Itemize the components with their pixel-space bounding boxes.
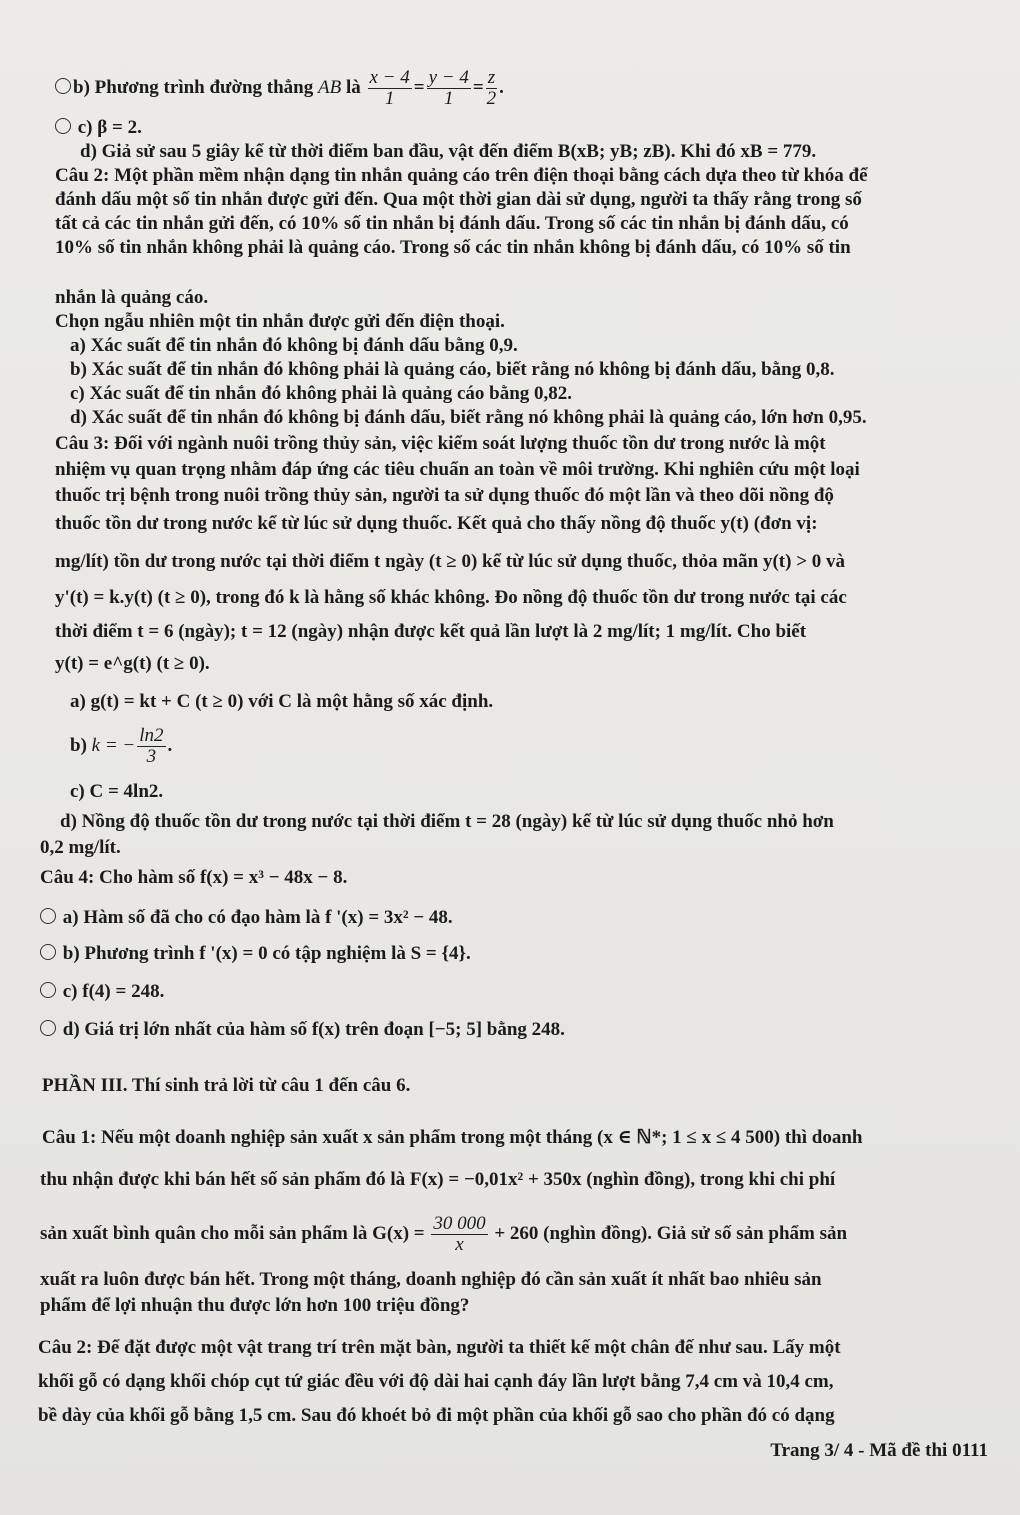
circle-mark-icon	[55, 78, 71, 94]
q4-option-b	[40, 942, 471, 966]
page-footer: Trang 3/ 4 - Mã đề thi 0111	[770, 1440, 988, 1461]
q4-option-d	[40, 1018, 565, 1042]
text: b)	[70, 734, 92, 756]
text: Một phần mềm nhận dạng tin nhắn quảng cáo trên điện thoại bằng cách dựa theo từ khóa để	[109, 165, 868, 186]
math: k = −	[91, 734, 136, 756]
section-heading: PHẦN III. Thí sinh trả lời từ câu 1 đến câu 6.	[42, 1075, 411, 1096]
p3q2-line-2: khối gỗ có dạng khối chóp cụt tứ giác đều với độ dài hai cạnh đáy lần lượt bằng 7,4 cm và 10,4 cm,	[38, 1371, 834, 1392]
q3-line-5: mg/lít) tồn dư trong nước tại thời điểm t ngày (t ≥ 0) kể từ lúc sử dụng thuốc, thỏa mãn y(t) > 0 và	[55, 551, 846, 572]
text: c) f(4) = 248.	[62, 981, 165, 1002]
q4-option-a	[40, 906, 453, 930]
q2-option-c: c) Xác suất để tin nhắn đó không phải là quảng cáo bằng 0,82.	[70, 383, 573, 404]
fraction	[486, 68, 497, 109]
q3-option-d: d) Nồng độ thuốc tồn dư trong nước tại thời điểm t = 28 (ngày) kể từ lúc sử dụng thuốc nhỏ hơn	[60, 811, 834, 832]
text: b) Phương trình f '(x) = 0 có tập nghiệm là S = {4}.	[62, 943, 471, 964]
q3-line-3: thuốc trị bệnh trong nuôi trồng thủy sản, người ta sử dụng thuốc đó một lần và theo dõi nồng độ	[55, 485, 834, 506]
question-title: Câu 2:	[38, 1337, 93, 1358]
circle-mark-icon	[40, 982, 56, 998]
numerator: x − 4	[369, 67, 410, 88]
q3-option-d-cont: 0,2 mg/lít.	[40, 837, 121, 858]
q2-line-1	[55, 164, 868, 188]
q3-option-c: c) C = 4ln2.	[70, 781, 164, 802]
q2-line-4: 10% số tin nhắn không phải là quảng cáo. Trong số các tin nhắn không bị đánh dấu, có 10% số tin	[55, 237, 851, 258]
text: là	[341, 76, 366, 98]
q4-line-1	[40, 866, 347, 890]
fraction	[368, 68, 412, 109]
text: Cho hàm số f(x) = x³ − 48x − 8.	[94, 867, 348, 888]
item-1c	[55, 116, 142, 140]
q4-option-c	[40, 980, 164, 1004]
p3q2-line-3: bề dày của khối gỗ bằng 1,5 cm. Sau đó khoét bỏ đi một phần của khối gỗ sao cho phần đó có dạng	[38, 1405, 835, 1426]
text: sản xuất bình quân cho mỗi sản phẩm là G(x) =	[40, 1222, 430, 1244]
p3q1-line-3	[40, 1214, 847, 1255]
q3-line-2: nhiệm vụ quan trọng nhằm đáp ứng các tiêu chuẩn an toàn về môi trường. Khi nghiên cứu một loại	[55, 459, 860, 480]
q2-option-b: b) Xác suất để tin nhắn đó không phải là quảng cáo, biết rằng nó không bị đánh dấu, bằng 0,8.	[70, 359, 835, 380]
denominator: 2	[486, 88, 497, 109]
q3-line-4: thuốc tồn dư trong nước kể từ lúc sử dụng thuốc. Kết quả cho thấy nồng độ thuốc y(t) (đơn vị:	[55, 513, 818, 534]
text: c) β = 2.	[77, 117, 142, 138]
p3q1-line-4: xuất ra luôn được bán hết. Trong một tháng, doanh nghiệp đó cần sản xuất ít nhất bao nhiêu sản	[40, 1269, 822, 1290]
numerator: z	[487, 67, 496, 88]
circle-mark-icon	[55, 118, 71, 134]
fraction	[137, 726, 165, 767]
denominator: 3	[146, 746, 157, 767]
numerator: y − 4	[428, 67, 469, 88]
q2-option-a: a) Xác suất để tin nhắn đó không bị đánh dấu bằng 0,9.	[70, 335, 518, 356]
q2-line-6: Chọn ngẫu nhiên một tin nhắn được gửi đến điện thoại.	[55, 311, 505, 332]
q3-line-6: y'(t) = k.y(t) (t ≥ 0), trong đó k là hằng số khác không. Đo nồng độ thuốc tồn dư trong nước tại các	[55, 587, 847, 608]
item-1b: b) Phương trình đường thẳng AB là $\frac{x - 4}{1}$ = $\frac{y - 4}{1}$ = $\frac{z}{2}$ .	[55, 68, 504, 109]
circle-mark-icon	[40, 908, 56, 924]
fraction	[431, 1214, 487, 1255]
question-title: Câu 1:	[42, 1127, 97, 1148]
text: a) Hàm số đã cho có đạo hàm là f '(x) = 3x² − 48.	[62, 907, 453, 928]
question-title: Câu 3:	[55, 433, 110, 454]
math-ab: AB	[318, 76, 342, 98]
question-title: Câu 2:	[55, 165, 110, 186]
q2-line-5: nhắn là quảng cáo.	[55, 287, 209, 308]
fraction	[427, 68, 471, 109]
text: Để đặt được một vật trang trí trên mặt bàn, người ta thiết kế một chân đế như sau. Lấy một	[92, 1337, 841, 1358]
p3q1-line-2: thu nhận được khi bán hết số sản phẩm đó là F(x) = −0,01x² + 350x (nghìn đồng), trong khi chi phí	[40, 1169, 836, 1190]
denominator: 1	[443, 88, 454, 109]
text: .	[167, 734, 173, 756]
numerator: 30 000	[433, 1213, 486, 1234]
text: Đối với ngành nuôi trồng thủy sản, việc kiểm soát lượng thuốc tồn dư trong nước là một	[109, 433, 826, 454]
text: + 260 (nghìn đồng). Giả sử số sản phẩm sản	[489, 1222, 848, 1244]
circle-mark-icon	[40, 1020, 56, 1036]
text: b) Phương trình đường thẳng	[73, 76, 318, 98]
text: d) Giá trị lớn nhất của hàm số f(x) trên đoạn [−5; 5] bằng 248.	[62, 1019, 565, 1040]
q3-line-7: thời điểm t = 6 (ngày); t = 12 (ngày) nhận được kết quả lần lượt là 2 mg/lít; 1 mg/lít. Cho biết	[55, 621, 807, 642]
numerator: ln2	[139, 725, 164, 746]
p3q2-line-1	[38, 1336, 841, 1360]
circle-mark-icon	[40, 944, 56, 960]
q3-option-b	[70, 726, 172, 767]
p3q1-line-5: phẩm để lợi nhuận thu được lớn hơn 100 triệu đồng?	[40, 1295, 470, 1316]
item-1d: d) Giả sử sau 5 giây kể từ thời điểm ban đầu, vật đến điểm B(xB; yB; zB). Khi đó xB = 779.	[80, 141, 817, 162]
denominator: x	[455, 1234, 464, 1255]
denominator: 1	[384, 88, 395, 109]
p3q1-line-1	[42, 1126, 862, 1150]
q3-option-a: a) g(t) = kt + C (t ≥ 0) với C là một hằng số xác định.	[70, 691, 494, 712]
text: Nếu một doanh nghiệp sản xuất x sản phẩm trong một tháng (x ∈ ℕ*; 1 ≤ x ≤ 4 500) thì doanh	[96, 1127, 863, 1148]
question-title: Câu 4:	[40, 867, 95, 888]
q3-line-8: y(t) = e^g(t) (t ≥ 0).	[55, 653, 210, 674]
q2-line-2: đánh dấu một số tin nhắn được gửi đến. Qua một thời gian dài sử dụng, người ta thấy rằng trong số	[55, 189, 862, 210]
q2-line-3: tất cả các tin nhắn gửi đến, có 10% số tin nhắn bị đánh dấu. Trong số các tin nhắn bị đánh dấu, có	[55, 213, 849, 234]
q2-option-d: d) Xác suất để tin nhắn đó không bị đánh dấu, biết rằng nó không phải là quảng cáo, lớn hơn 0,95.	[70, 407, 867, 428]
q3-line-1	[55, 432, 826, 456]
